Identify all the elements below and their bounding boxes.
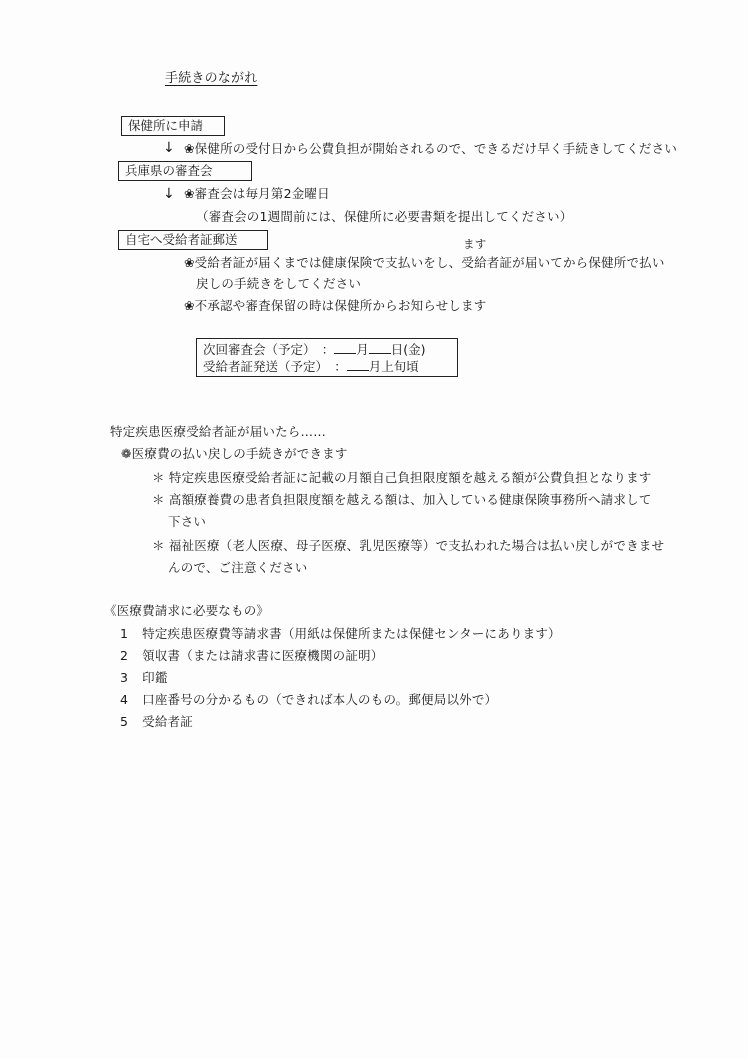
schedule-row-certificate-dispatch [203, 358, 419, 375]
flow-step-1-note: ❀保健所の受付日から公費負担が開始されるので、できるだけ早く手続きしてください [184, 141, 678, 156]
arrival-item-2-line-2: 下さい [168, 514, 207, 529]
required-item-number: 1 [120, 626, 129, 641]
required-item-5 [120, 714, 193, 730]
required-item-number: 4 [120, 692, 129, 707]
arrival-subheading: ❁医療費の払い戻しの手続きができます [121, 446, 348, 461]
arrival-item-1: ＊ 特定疾患医療受給者証に記載の月額自己負担限度額を越える額が公費負担となります [152, 470, 652, 485]
schedule-box [196, 338, 458, 377]
blank-field [334, 341, 356, 354]
flow-step-1-label: 保健所に申請 [128, 118, 204, 133]
schedule-row-2-label: 受給者証発送（予定） ： [203, 359, 347, 374]
schedule-row-1-label: 次回審査会（予定） ： [203, 342, 335, 357]
arrival-item-2-line-1: ＊ 高額療養費の患者負担限度額を越える額は、加入している健康保険事務所へ請求して [152, 492, 652, 507]
flow-step-2-note-1: ❀審査会は毎月第2金曜日 [184, 186, 330, 201]
flow-step-1-box [121, 116, 225, 136]
blank-field [347, 358, 369, 371]
flow-step-3-label: 自宅へ受給者証郵送 [125, 232, 238, 247]
required-item-number: 3 [120, 670, 129, 685]
schedule-row-1-day: 日(金) [390, 342, 426, 357]
blank-field [369, 341, 391, 354]
required-item-text: 領収書（または請求書に医療機関の証明） [142, 648, 384, 663]
flow-step-2-note-2: （審査会の1週間前には、保健所に必要書類を提出してください） [196, 209, 573, 224]
required-item-3 [120, 670, 168, 686]
required-item-text: 印鑑 [142, 670, 168, 685]
flow-step-3-box [118, 230, 268, 250]
required-item-1 [120, 626, 561, 642]
arrival-item-3-line-1: ＊ 福祉医療（老人医療、母子医療、乳児医療等）で支払われた場合は払い戻しができませ [152, 538, 665, 553]
required-item-text: 受給者証 [142, 714, 193, 729]
required-item-text: 口座番号の分かるもの（できれば本人のもの。郵便局以外で） [142, 692, 498, 707]
schedule-row-next-review [203, 341, 426, 358]
flow-step-3-note-1-line-1: ❀受給者証が届くまでは健康保険で支払いをし、受給者証が届いてから保健所で払い [184, 255, 665, 270]
flow-step-3-note-1-line-2: 戻しの手続きをしてください [196, 276, 362, 291]
schedule-row-1-month: 月 [356, 342, 369, 357]
required-item-number: 2 [120, 648, 129, 663]
page-title: 手続きのながれ [165, 71, 258, 86]
arrival-item-3-line-2: んので、ご注意ください [168, 560, 308, 575]
down-arrow-icon: ↓ [163, 186, 175, 202]
required-heading: 《医療費請求に必要なもの》 [104, 603, 270, 618]
required-item-4 [120, 692, 497, 708]
down-arrow-icon: ↓ [163, 140, 175, 156]
flow-step-3-note-2: ❀不承認や審査保留の時は保健所からお知らせします [184, 298, 487, 313]
required-item-2 [120, 648, 383, 664]
flow-step-2-box [118, 161, 252, 181]
flow-step-2-label: 兵庫県の審査会 [125, 163, 213, 178]
schedule-row-2-tail: 月上旬頃 [368, 359, 419, 374]
required-item-number: 5 [120, 714, 129, 729]
stray-text: ます [463, 237, 487, 251]
arrival-heading: 特定疾患医療受給者証が届いたら…… [110, 424, 326, 439]
required-item-text: 特定疾患医療費等請求書（用紙は保健所または保健センターにあります） [142, 626, 561, 641]
